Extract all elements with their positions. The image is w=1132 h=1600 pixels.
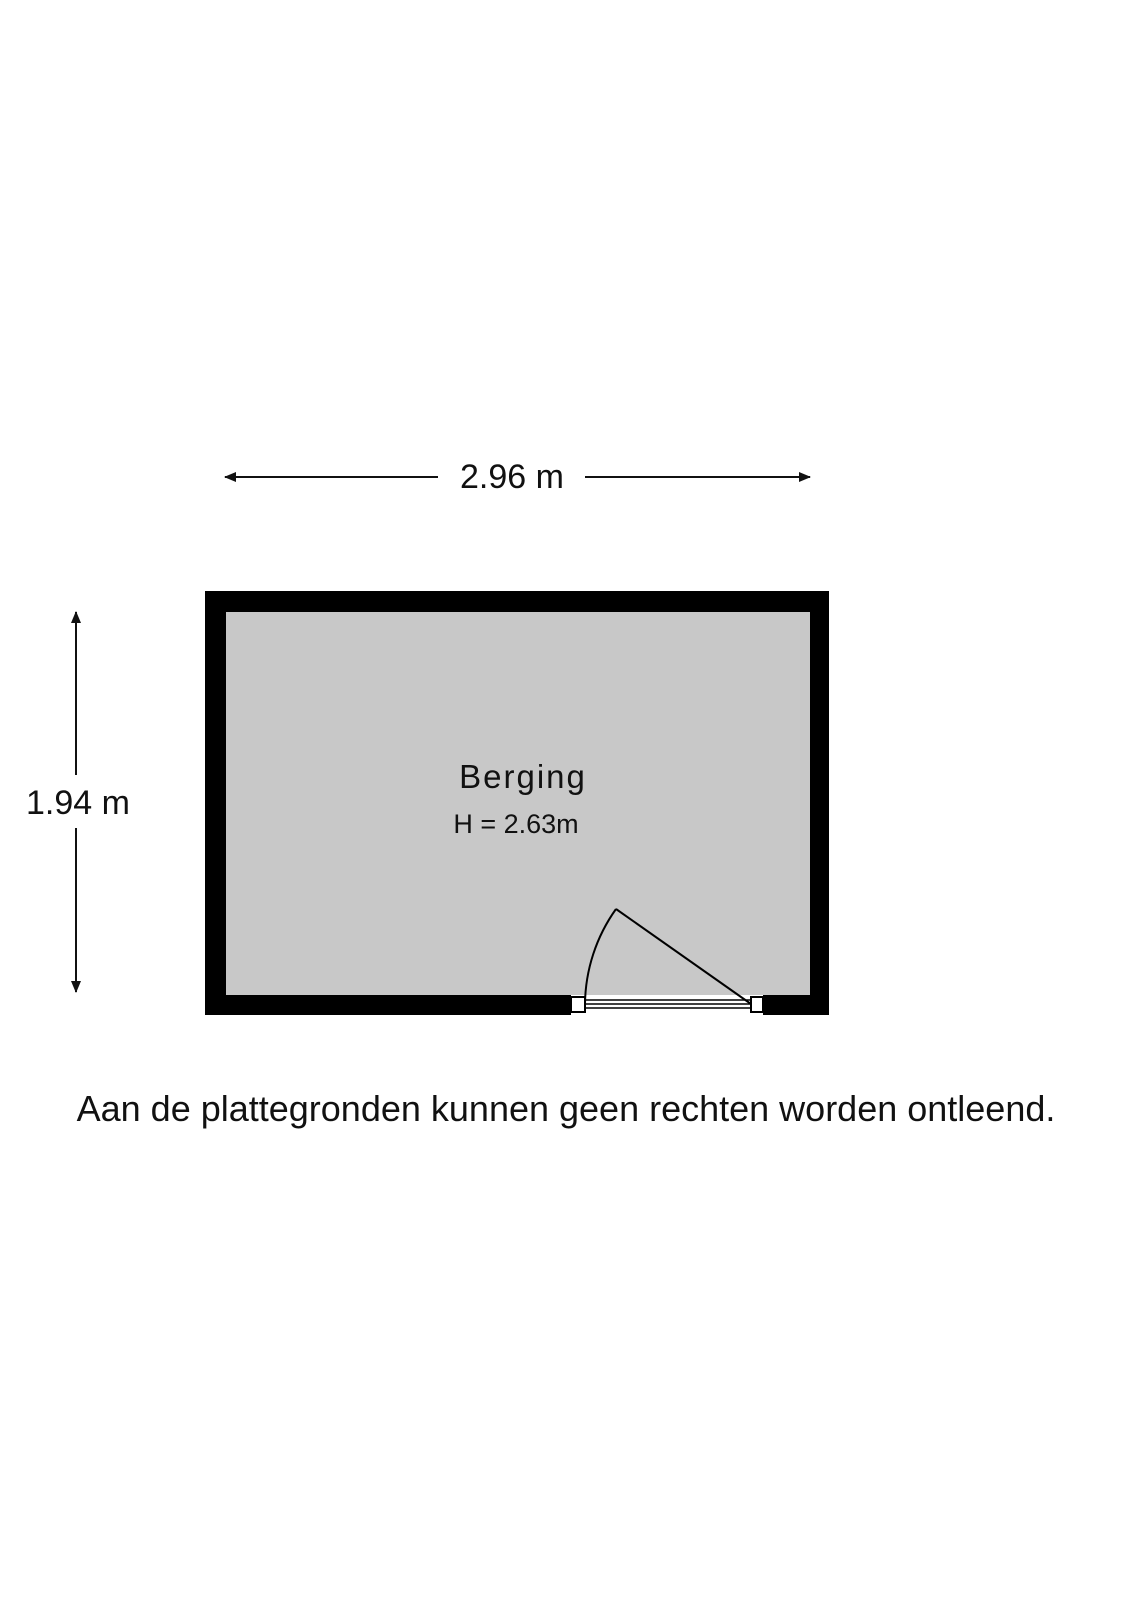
room-name: Berging	[459, 758, 587, 795]
door-jamb-left	[571, 997, 585, 1012]
depth-dimension	[26, 612, 130, 992]
room-floor	[226, 612, 810, 995]
width-dimension	[225, 458, 810, 496]
room-height: H = 2.63m	[453, 809, 579, 839]
width-dimension-label: 2.96 m	[460, 458, 564, 496]
room-berging	[205, 591, 829, 1015]
door-opening	[571, 995, 763, 1015]
door-jamb-right	[751, 997, 763, 1012]
depth-dimension-label: 1.94 m	[26, 784, 130, 822]
disclaimer-text: Aan de plattegronden kunnen geen rechten worden ontleend.	[76, 1088, 1056, 1129]
